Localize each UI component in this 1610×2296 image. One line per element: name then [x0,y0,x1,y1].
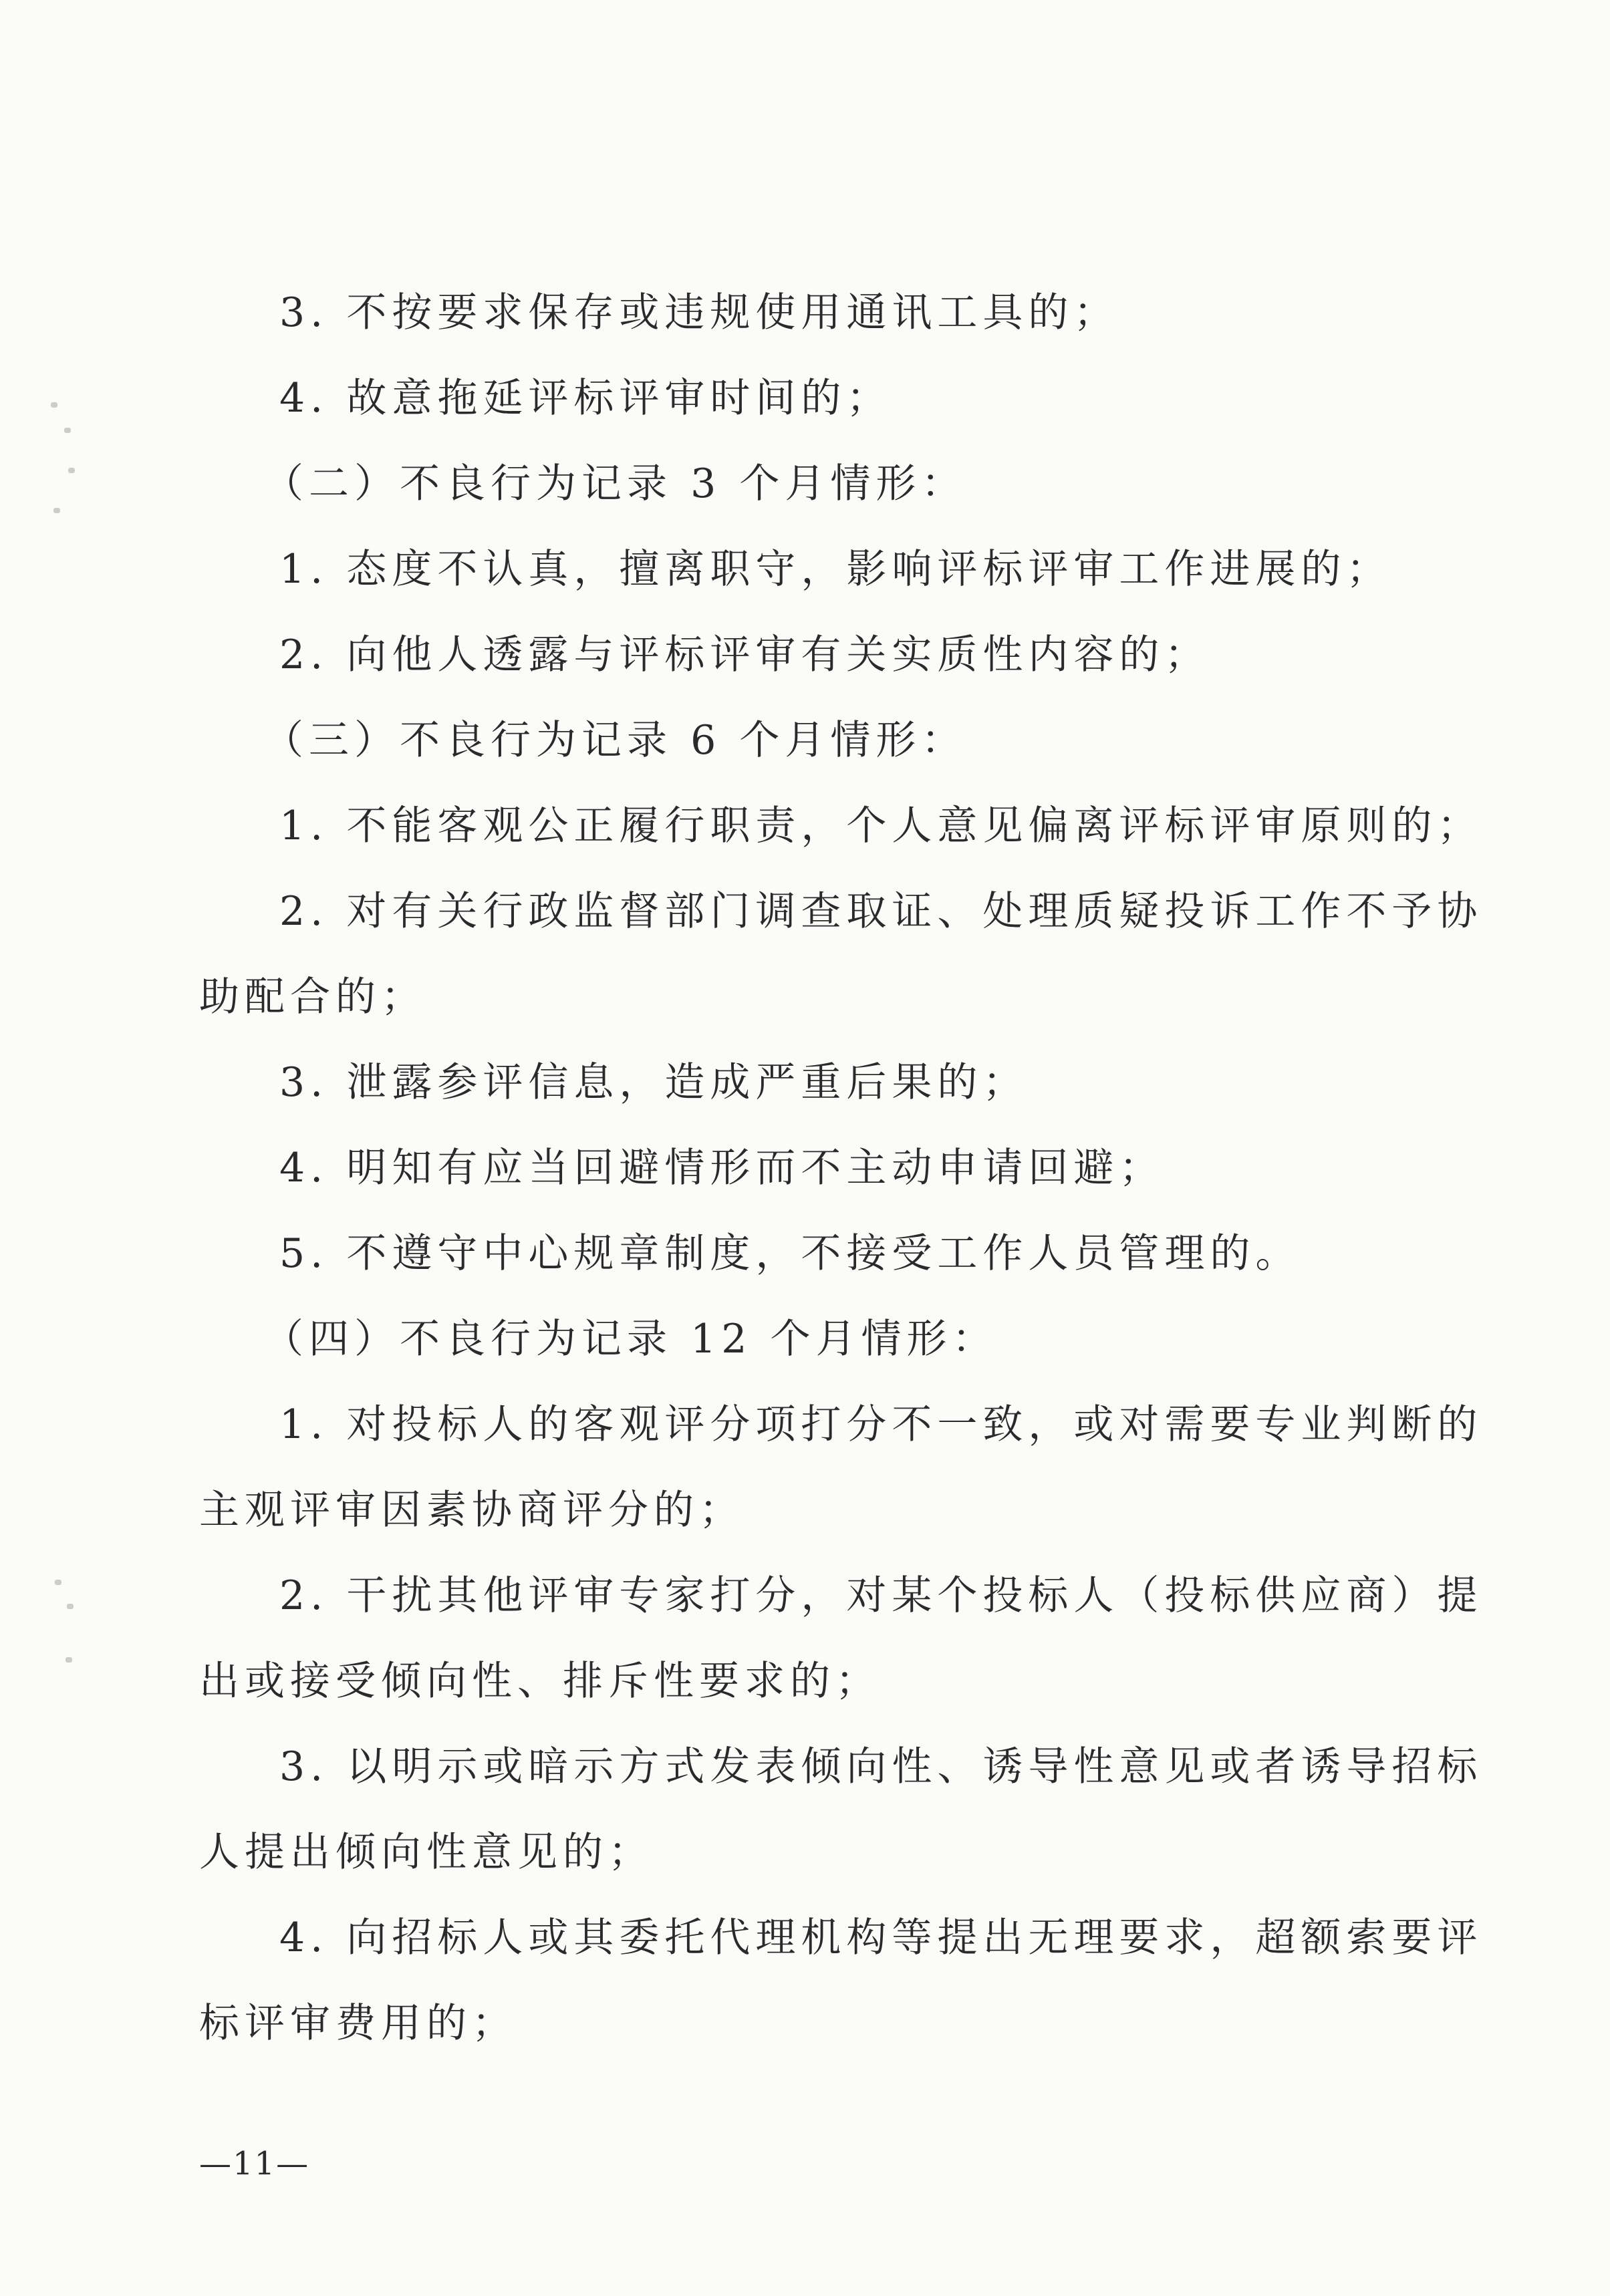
list-item: 2. 对有关行政监督部门调查取证、处理质疑投诉工作不予协 [279,888,1483,935]
document-body [199,270,1483,2066]
list-item: 1. 对投标人的客观评分项打分不一致，或对需要专业判断的 [279,1401,1483,1448]
list-item-continuation: 标评审费用的； [199,2000,517,2047]
page-number: —11— [199,2145,310,2182]
list-item-continuation: 助配合的； [199,974,426,1020]
list-item: 1. 态度不认真，擅离职守，影响评标评审工作进展的； [279,546,1392,593]
scan-speck [65,1657,72,1663]
scan-speck [53,508,60,513]
scan-speck [68,468,75,473]
list-item: 5. 不遵守中心规章制度，不接受工作人员管理的。 [279,1230,1301,1277]
list-item: 3. 以明示或暗示方式发表倾向性、诱导性意见或者诱导招标 [279,1743,1483,1790]
scan-speck [55,1580,61,1585]
section-heading: （三）不良行为记录 6 个月情形： [263,717,967,764]
section-heading: （二）不良行为记录 3 个月情形： [263,460,967,507]
list-item-continuation: 主观评审因素协商评分的； [199,1487,745,1534]
list-item: 4. 故意拖延评标评审时间的； [279,375,892,422]
scan-speck [64,428,71,433]
list-item: 4. 明知有应当回避情形而不主动申请回避； [279,1145,1165,1191]
list-item: 2. 干扰其他评审专家打分，对某个投标人（投标供应商）提 [279,1572,1483,1619]
list-item: 3. 不按要求保存或违规使用通讯工具的； [279,289,1119,336]
list-item-continuation: 出或接受倾向性、排斥性要求的； [199,1658,881,1705]
section-heading: （四）不良行为记录 12 个月情形： [263,1316,998,1362]
list-item-continuation: 人提出倾向性意见的； [199,1829,654,1876]
list-item: 3. 泄露参评信息，造成严重后果的； [279,1059,1029,1106]
list-item: 1. 不能客观公正履行职责，个人意见偏离评标评审原则的； [279,803,1483,849]
scan-speck [51,402,57,408]
list-item: 2. 向他人透露与评标评审有关实质性内容的； [279,631,1210,678]
scan-speck [67,1604,74,1609]
list-item: 4. 向招标人或其委托代理机构等提出无理要求，超额索要评 [279,1914,1483,1961]
